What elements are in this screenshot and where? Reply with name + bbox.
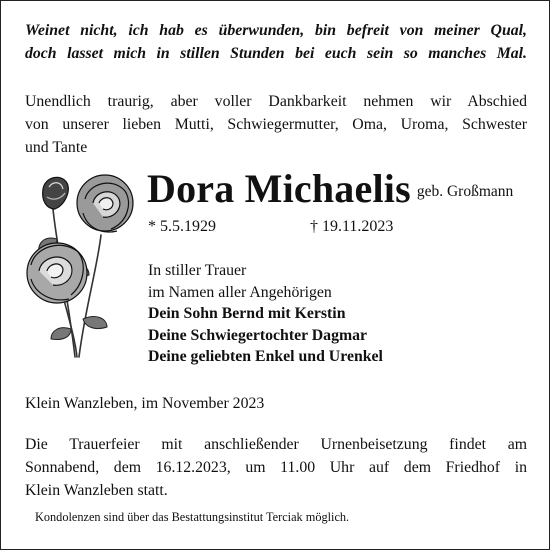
verse-line-2: doch lasset mich in stillen Stunden bei euch sein so manches Mal. bbox=[25, 45, 527, 62]
deceased-name: Dora Michaelis bbox=[147, 166, 411, 211]
intro-line-1: Unendlich traurig, aber voller Dankbarkeit nehmen wir Abschied bbox=[25, 93, 527, 110]
maiden-name: geb. Großmann bbox=[416, 183, 514, 200]
rose-illustration bbox=[23, 169, 135, 361]
service-line-3: Klein Wanzleben statt. bbox=[25, 482, 168, 499]
verse bbox=[25, 19, 527, 65]
mourners-line-3: Dein Sohn Bernd mit Kerstin bbox=[148, 305, 346, 322]
birth-date: * 5.5.1929 bbox=[148, 218, 216, 235]
service-line-1: Die Trauerfeier mit anschließender Urnenbeisetzung findet am bbox=[25, 436, 527, 453]
intro-line-2: von unserer lieben Mutti, Schwiegermutter, Oma, Uroma, Schwester bbox=[25, 116, 527, 133]
verse-line-1: Weinet nicht, ich hab es überwunden, bin befreit von meiner Qual, bbox=[25, 22, 527, 39]
mourners-line-1: In stiller Trauer bbox=[148, 262, 247, 279]
condolence-note: Kondolenzen sind über das Bestattungsinstitut Terciak möglich. bbox=[35, 510, 350, 524]
funeral-service-info bbox=[25, 433, 527, 502]
place-date: Klein Wanzleben, im November 2023 bbox=[25, 395, 265, 412]
death-date: † 19.11.2023 bbox=[310, 218, 394, 235]
intro-text bbox=[25, 90, 527, 159]
intro-line-3: und Tante bbox=[25, 139, 88, 156]
mourners-line-5: Deine geliebten Enkel und Urenkel bbox=[148, 348, 383, 365]
mourners-line-4: Deine Schwiegertochter Dagmar bbox=[148, 326, 368, 344]
mourners-line-2: im Namen aller Angehörigen bbox=[148, 283, 332, 301]
service-line-2: Sonnabend, dem 16.12.2023, um 11.00 Uhr auf dem Friedhof in bbox=[25, 459, 527, 476]
deceased-name-row bbox=[147, 167, 513, 211]
life-dates bbox=[148, 217, 394, 237]
mourners-block bbox=[148, 260, 383, 368]
